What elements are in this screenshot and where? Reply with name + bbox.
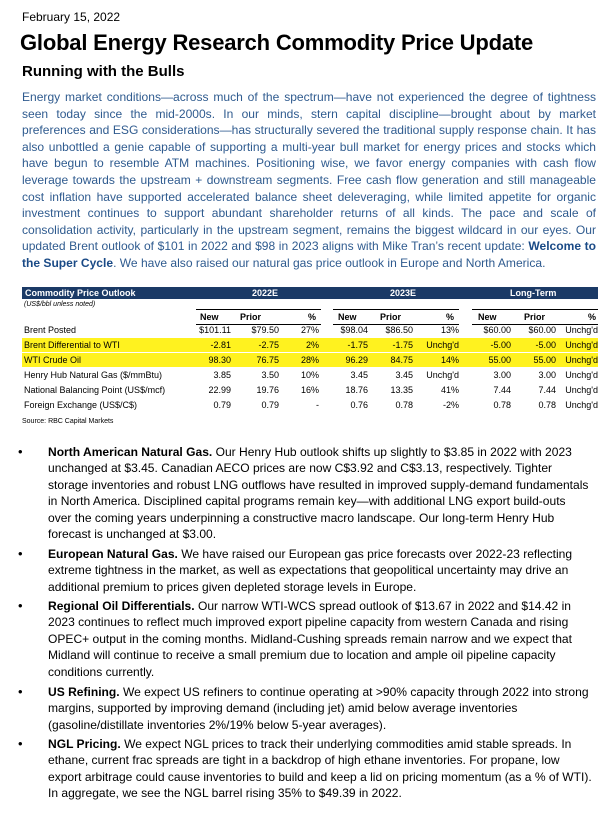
- table-cell: 0.78: [538, 400, 556, 410]
- table-cell: 22.99: [208, 385, 231, 395]
- table-cell: 3.00: [493, 370, 511, 380]
- group-2022e: 2022E: [252, 288, 279, 298]
- row-label: National Balancing Point (US$/mcf): [24, 385, 166, 395]
- row-label: Foreign Exchange (US$/C$): [24, 400, 138, 410]
- table-cell: $86.50: [385, 325, 413, 335]
- group-long-term: Long-Term: [510, 288, 557, 298]
- table-cell: Unchg'd: [565, 400, 598, 410]
- intro-link-super-cycle[interactable]: Welcome to the Super Cycle: [22, 239, 596, 270]
- table-cell: 0.78: [395, 400, 413, 410]
- col-header: Prior: [380, 312, 402, 322]
- table-cell: Unchg'd: [565, 355, 598, 365]
- table-cell: $101.11: [199, 325, 231, 335]
- table-cell: 84.75: [390, 355, 413, 365]
- intro-text: Energy market conditions—across much of the spectrum—have not experienced the degree of tightness seen today since the mid-2000s. In our minds, stern capital discipline—brought about by market preferences and ESG considerations—has structurally severed the traditional supply response chain. It has also unbottled a genie capable of supporting a multi-year bull market for energy prices and stocks which have begun to resemble ATM machines. Positioning wise, we favor energy companies with cash flow leverage towards the upstream + downstream segments. Free cash flow generation and still manageable cost inflation have supported accelerated balance sheet deleveraging, while limited appetite for organic investment continues to support abundant shareholder returns of all kinds. The pace and scale of consolidation activity, particularly in the upstream segment, remains the biggest wildcard in our eyes. Our updated Brent outlook of $101 in 2022 and $98 in 2023 aligns with Mike Tran’s recent update:: [22, 90, 596, 254]
- table-cell: Unchg'd: [565, 325, 598, 335]
- bullet-heading: NGL Pricing.: [48, 737, 121, 751]
- col-header: New: [338, 312, 357, 322]
- row-label: Henry Hub Natural Gas ($/mmBtu): [24, 370, 163, 380]
- report-subtitle: Running with the Bulls: [22, 63, 185, 80]
- table-cell: 7.44: [538, 385, 556, 395]
- table-cell: 18.76: [345, 385, 368, 395]
- bullet-heading: US Refining.: [48, 685, 120, 699]
- group-2023e: 2023E: [390, 288, 417, 298]
- table-cell: 13%: [440, 325, 459, 335]
- bullet-dot: •: [18, 598, 23, 613]
- rule-2023: [333, 309, 459, 310]
- table-cell: 0.79: [261, 400, 279, 410]
- report-date: February 15, 2022: [22, 10, 121, 24]
- table-cell: 3.45: [395, 370, 413, 380]
- table-cell: 3.50: [261, 370, 279, 380]
- bullet-dot: •: [18, 444, 23, 459]
- table-cell: 0.76: [350, 400, 368, 410]
- table-cell: 19.76: [256, 385, 279, 395]
- bullet-dot: •: [18, 684, 23, 699]
- rule-lt: [472, 309, 598, 310]
- table-cell: 27%: [300, 325, 319, 335]
- table-cell: -: [316, 400, 319, 410]
- table-cell: 16%: [300, 385, 319, 395]
- table-cell: 3.45: [350, 370, 368, 380]
- table-cell: 3.00: [538, 370, 556, 380]
- table-cell: $98.04: [340, 325, 368, 335]
- bullet-dot: •: [18, 546, 23, 561]
- rule-2022: [196, 309, 321, 310]
- table-cell: 13.35: [390, 385, 413, 395]
- table-cell: Unchg'd: [426, 370, 459, 380]
- unit-note: (US$/bbl unless noted): [24, 301, 96, 308]
- table-cell: 2%: [305, 340, 319, 350]
- table-cell: 55.00: [488, 355, 511, 365]
- table-cell: 10%: [300, 370, 319, 380]
- table-cell: 14%: [440, 355, 459, 365]
- bullet-heading: North American Natural Gas.: [48, 445, 213, 459]
- col-header: New: [200, 312, 219, 322]
- table-cell: $60.00: [483, 325, 511, 335]
- table-title: Commodity Price Outlook: [25, 288, 136, 298]
- report-title: Global Energy Research Commodity Price Update: [20, 30, 534, 55]
- bullet-text: Our Henry Hub outlook shifts up slightly to $3.85 in 2022 with 2023 unchanged at $3.45. Canadian AECO prices are now C$3.92 and C$3.13, respectively. Tighter storage inventories and robust LNG outflows have resulted in improved supply-demand fundamentals in North America. Disciplined capital programs remain key—with additional LNG export build-outs over the coming years underpinning a constructive macro landscape. Our long-term Henry Hub forecast is unchanged at $3.00.: [48, 445, 589, 542]
- table-cell: Unchg'd: [565, 385, 598, 395]
- bullet-heading: European Natural Gas.: [48, 547, 178, 561]
- table-cell: -5.00: [535, 340, 556, 350]
- col-header: %: [308, 312, 317, 322]
- table-cell: -2.81: [210, 340, 231, 350]
- table-cell: -2%: [442, 400, 459, 410]
- table-cell: -1.75: [392, 340, 413, 350]
- bullet-dot: •: [18, 736, 23, 751]
- row-label: WTI Crude Oil: [24, 355, 82, 365]
- bullet-text: We expect US refiners to continue operating at >90% capacity through 2022 into strong margins, supported by improving demand (including jet) amid below average inventories (gasoline/distillate inventories 2%/19% below 5-year averages).: [48, 685, 589, 732]
- col-header: %: [588, 312, 597, 322]
- table-cell: 28%: [300, 355, 319, 365]
- table-cell: 41%: [440, 385, 459, 395]
- table-cell: 96.29: [345, 355, 368, 365]
- table-cell: Unchg'd: [565, 370, 598, 380]
- table-cell: -1.75: [347, 340, 368, 350]
- bullet-text: We expect NGL prices to track their underlying commodities amid stable spreads. In ethane, current frac spreads are tight in a backdrop of high ethane inventories. For propane, low export arbitrage could cause inventories to build and keep a lid on pricing momentum (as a % of WTI). In aggregate, we see the NGL barrel rising 35% to $49.39 in 2022.: [48, 737, 592, 801]
- table-header-bar: [22, 287, 598, 299]
- intro-paragraph: [22, 89, 596, 272]
- intro-tail: . We have also raised our natural gas price outlook in Europe and North America.: [113, 255, 546, 270]
- table-cell: 98.30: [208, 355, 231, 365]
- table-cell: Unchg'd: [565, 340, 598, 350]
- table-cell: $79.50: [251, 325, 279, 335]
- table-cell: 0.79: [213, 400, 231, 410]
- col-header: Prior: [524, 312, 546, 322]
- table-cell: 76.75: [256, 355, 279, 365]
- bullet-heading: Regional Oil Differentials.: [48, 599, 195, 613]
- table-cell: $60.00: [528, 325, 556, 335]
- table-cell: Unchg'd: [426, 340, 459, 350]
- table-source: Source: RBC Capital Markets: [22, 418, 114, 425]
- table-cell: -2.75: [258, 340, 279, 350]
- col-header: Prior: [240, 312, 262, 322]
- table-cell: -5.00: [490, 340, 511, 350]
- table-cell: 55.00: [533, 355, 556, 365]
- row-label: Brent Differential to WTI: [24, 340, 120, 350]
- table-cell: 7.44: [493, 385, 511, 395]
- col-header: %: [446, 312, 455, 322]
- bullet-text: We have raised our European gas price forecasts over 2022-23 reflecting extreme tightness in the market, as well as expectations that geopolitical uncertainty may drive an additional premium to prices given depleted storage levels in Europe.: [48, 547, 573, 594]
- bullet-text: Our narrow WTI-WCS spread outlook of $13.67 in 2022 and $14.42 in 2023 continues to reflect much improved export pipeline capacity from western Canada and rising OPEC+ output in the coming months. Midland-Cushing spreads remain narrow and we expect that Midland will continue to receive a small premium due to location and ample oil pipeline capacity conditions currently.: [48, 599, 572, 679]
- table-cell: 0.78: [493, 400, 511, 410]
- col-header: New: [478, 312, 497, 322]
- row-label: Brent Posted: [24, 325, 77, 335]
- table-cell: 3.85: [213, 370, 231, 380]
